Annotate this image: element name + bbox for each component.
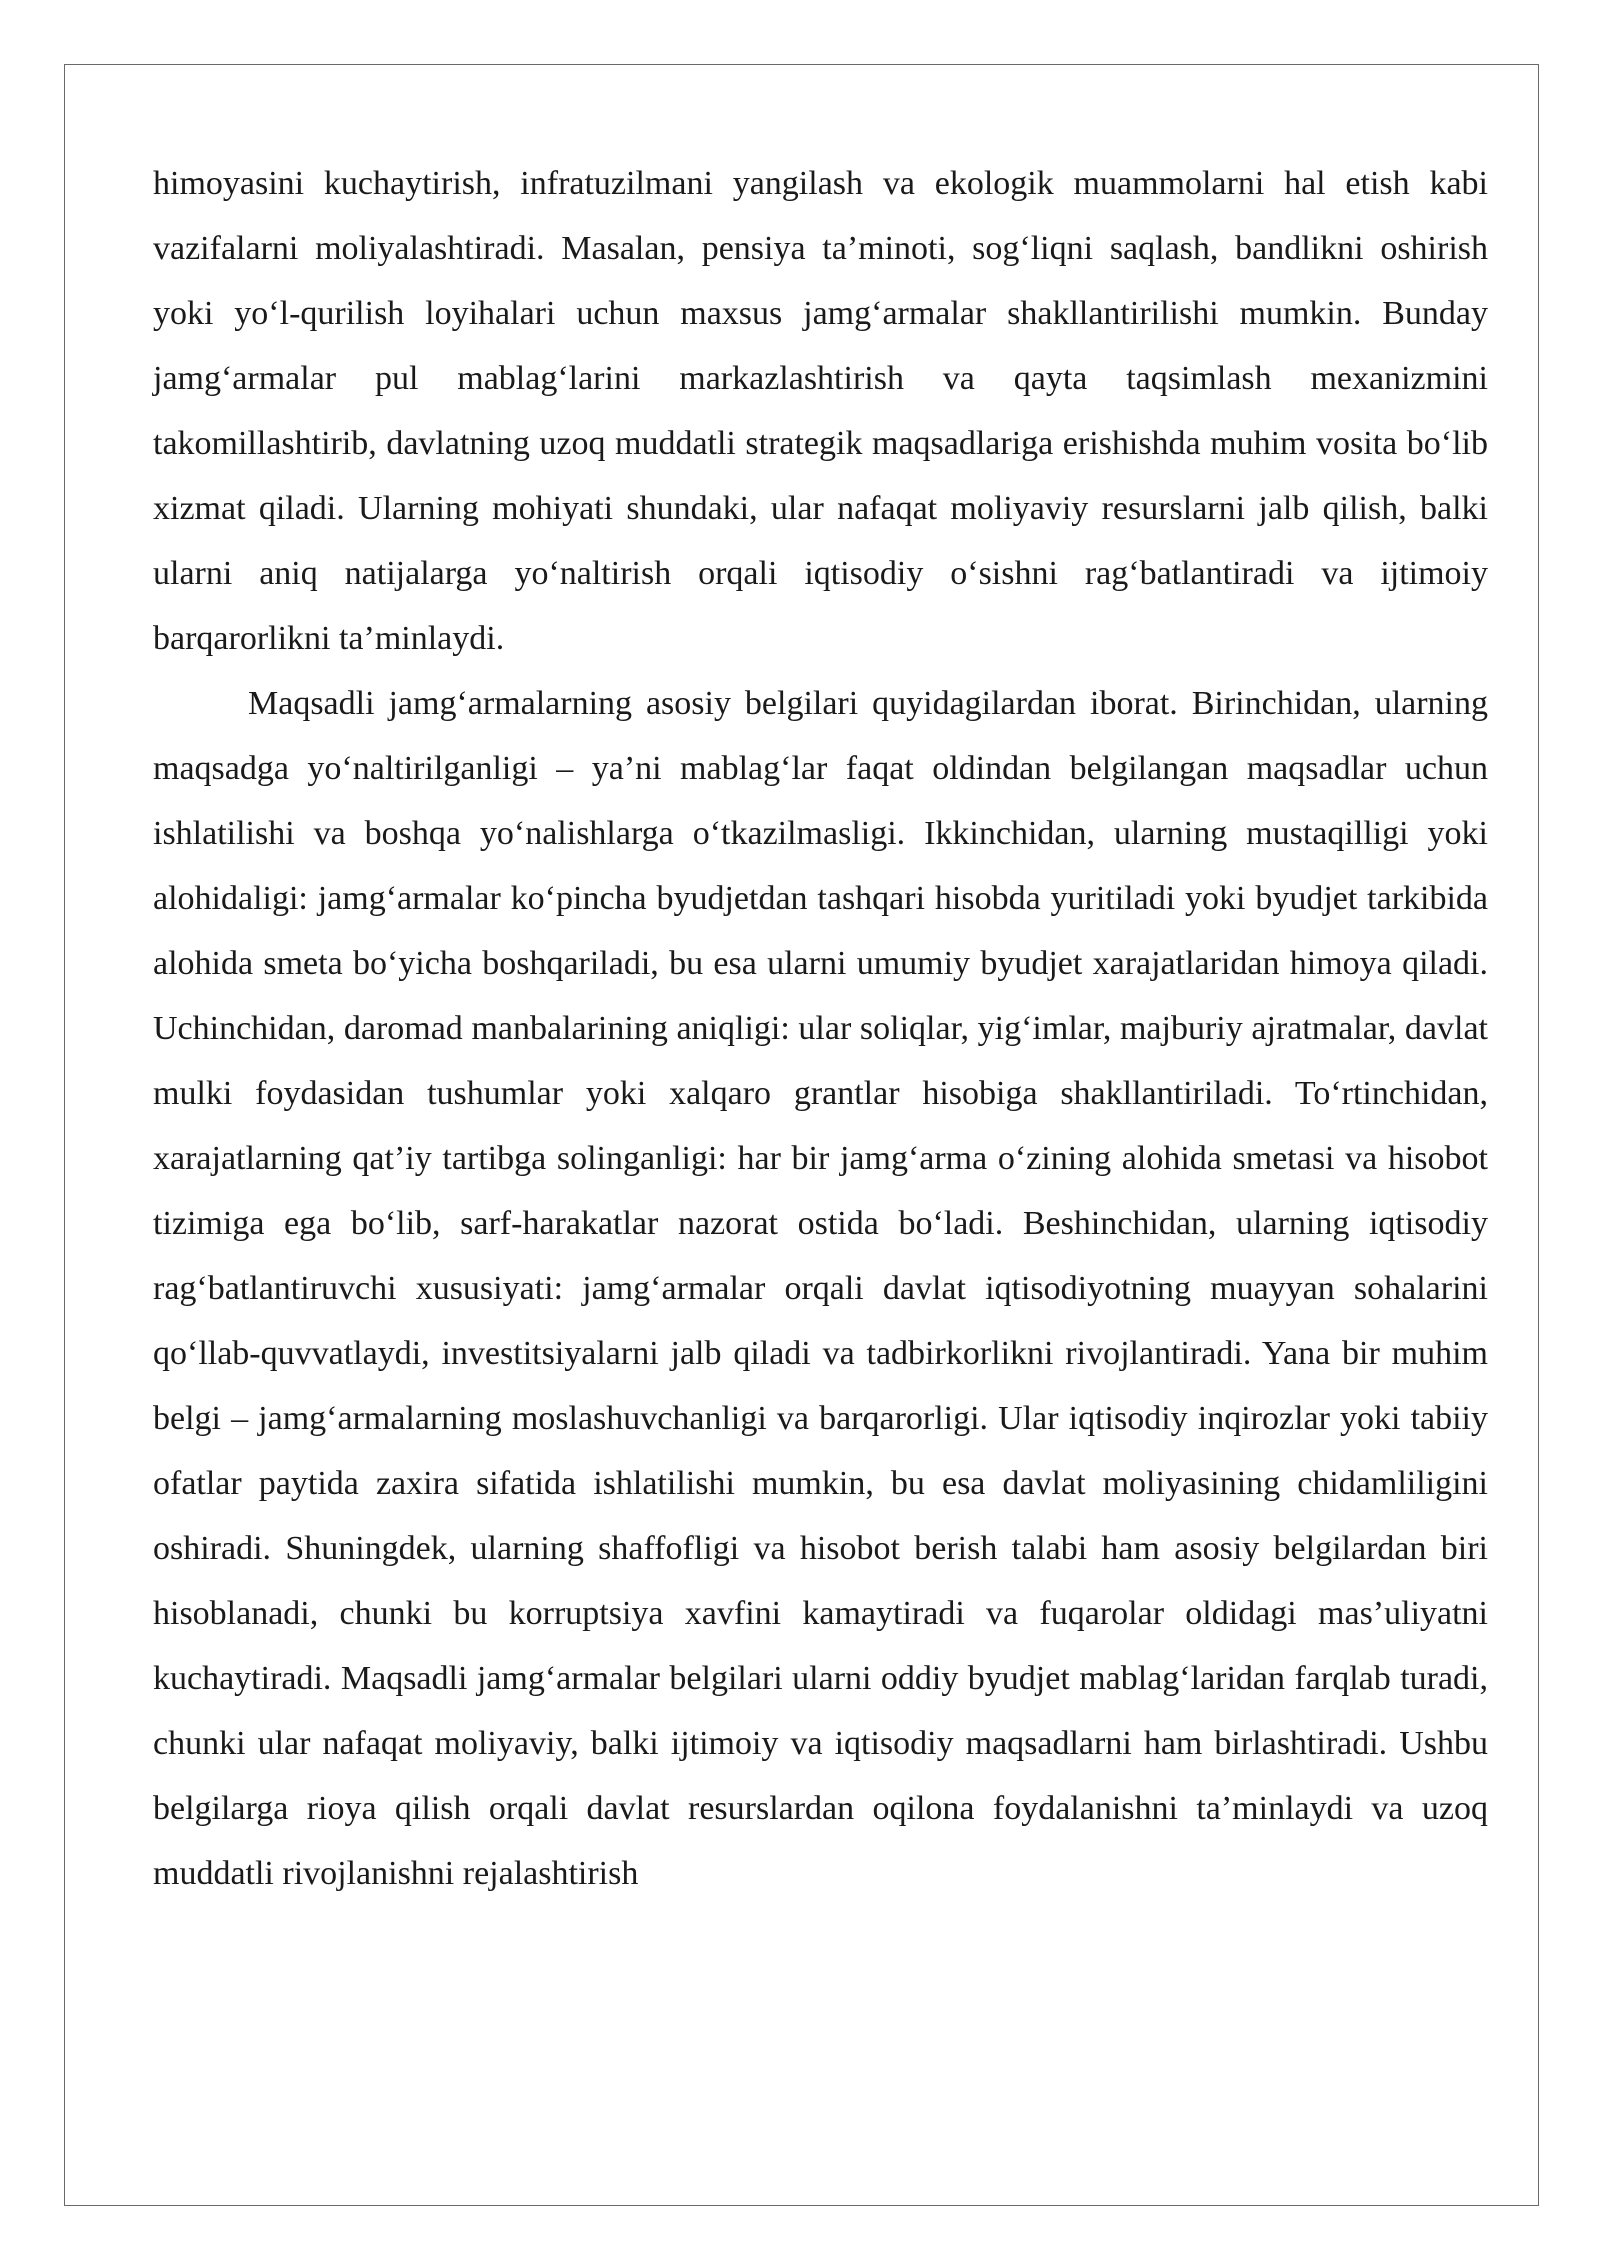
paragraph-continuation: himoyasini kuchaytirish, infratuzilmani yangilash va ekologik muammolarni hal etish kabi vazifalarni moliyalashtiradi. Masalan, pensiya ta’minoti, sog‘liqni saqlash, bandlikni oshirish yoki yo‘l-qurilish loyihalari uchun maxsus jamg‘armalar shakllantirilishi mumkin. Bunday jamg‘armalar pul mablag‘larini markazlashtirish va qayta taqsimlash mexanizmini takomillashtirib, davlatning uzoq muddatli strategik maqsadlariga erishishda muhim vosita bo‘lib xizmat qiladi. Ularning mohiyati shundaki, ular nafaqat moliyaviy resurslarni jalb qilish, balki ularni aniq natijalarga yo‘naltirish orqali iqtisodiy o‘sishni rag‘batlantiradi va ijtimoiy barqarorlikni ta’minlaydi. (153, 165, 1488, 657)
paragraph-target-funds-features: Maqsadli jamg‘armalarning asosiy belgilari quyidagilardan iborat. Birinchidan, ularning maqsadga yo‘naltirilganligi – ya’ni mablag‘lar faqat oldindan belgilangan maqsadlar uchun ishlatilishi va boshqa yo‘nalishlarga o‘tkazilmasligi. Ikkinchidan, ularning mustaqilligi yoki alohidaligi: jamg‘armalar ko‘pincha byudjetdan tashqari hisobda yuritiladi yoki byudjet tarkibida alohida smeta bo‘yicha boshqariladi, bu esa ularni umumiy byudjet xarajatlaridan himoya qiladi. Uchinchidan, daromad manbalarining aniqligi: ular soliqlar, yig‘imlar, majburiy ajratmalar, davlat mulki foydasidan tushumlar yoki xalqaro grantlar hisobiga shakllantiriladi. To‘rtinchidan, xarajatlarning qat’iy tartibga solinganligi: har bir jamg‘arma o‘zining alohida smetasi va hisobot tizimiga ega bo‘lib, sarf-harakatlar nazorat ostida bo‘ladi. Beshinchidan, ularning iqtisodiy rag‘batlantiruvchi xususiyati: jamg‘armalar orqali davlat iqtisodiyotning muayyan sohalarini qo‘llab-quvvatlaydi, investitsiyalarni jalb qiladi va tadbirkorlikni rivojlantiradi. Yana bir muhim belgi – jamg‘armalarning moslashuvchanligi va barqarorligi. Ular iqtisodiy inqirozlar yoki tabiiy ofatlar paytida zaxira sifatida ishlatilishi mumkin, bu esa davlat moliyasining chidamliligini oshiradi. Shuningdek, ularning shaffofligi va hisobot berish talabi ham asosiy belgilardan biri hisoblanadi, chunki bu korruptsiya xavfini kamaytiradi va fuqarolar oldidagi mas’uliyatni kuchaytiradi. Maqsadli jamg‘armalar belgilari ularni oddiy byudjet mablag‘laridan farqlab turadi, chunki ular nafaqat moliyaviy, balki ijtimoiy va iqtisodiy maqsadlarni ham birlashtiradi. Ushbu belgilarga rioya qilish orqali davlat resurslardan oqilona foydalanishni ta’minlaydi va uzoq muddatli rivojlanishni rejalashtirish (153, 685, 1488, 1892)
document-body (153, 151, 1488, 1906)
